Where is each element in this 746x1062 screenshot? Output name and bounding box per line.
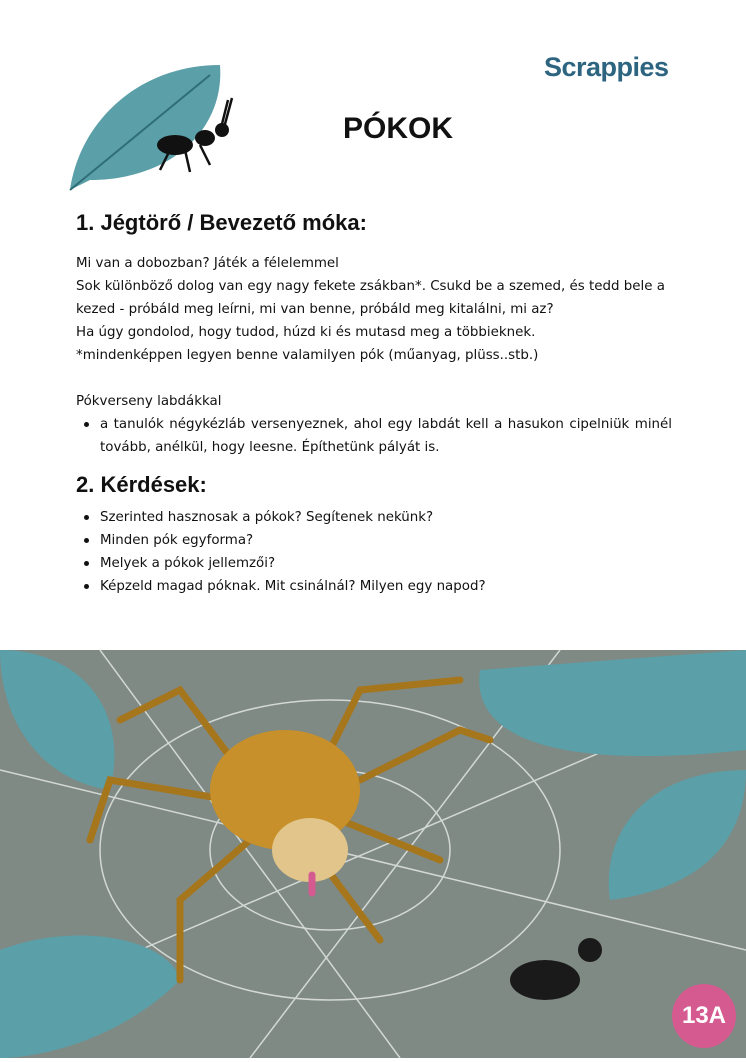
list-item: Melyek a pókok jellemzői? [76, 552, 672, 575]
page-title: PÓKOK [342, 112, 453, 145]
icebreaker-text: Mi van a dobozban? Játék a félelemmel Sok különböző dolog van egy nagy fekete zsákban*. Csukd be a szemed, és tedd bele a kezed - próbáld meg leírni, mi van benne, próbáld meg kitalálni, mi az? Ha úgy gondolod, hogy tudod, húzd ki és mutasd meg a többieknek. *mindenképpen legyen benne valamilyen pók (műanyag, plüss..stb.) Pókverseny labdákkal a tanulók négykézláb versenyeznek, ahol egy labdát kell a hasukon cipelniük minél tovább, anélkül, hogy leesne. Építhetünk pályát is. [76, 252, 672, 459]
section-heading-questions: 2. Kérdések: [76, 472, 207, 497]
list-item: Minden pók egyforma? [76, 529, 672, 552]
list-item: Képzeld magad póknak. Mit csinálnál? Milyen egy napod? [76, 575, 672, 598]
section-heading-icebreaker: 1. Jégtörő / Bevezető móka: [76, 210, 367, 235]
scrappies-logo: Scrappies [544, 52, 669, 82]
list-item: Szerinted hasznosak a pókok? Segítenek nekünk? [76, 506, 672, 529]
page-number-badge: 13A [672, 984, 736, 1048]
list-item: a tanulók négykézláb versenyeznek, ahol egy labdát kell a hasukon cipelniük minél tovább, anélkül, hogy leesne. Építhetünk pályát is. [76, 413, 672, 459]
questions-list [76, 506, 672, 598]
spider-illustration [0, 650, 746, 1058]
